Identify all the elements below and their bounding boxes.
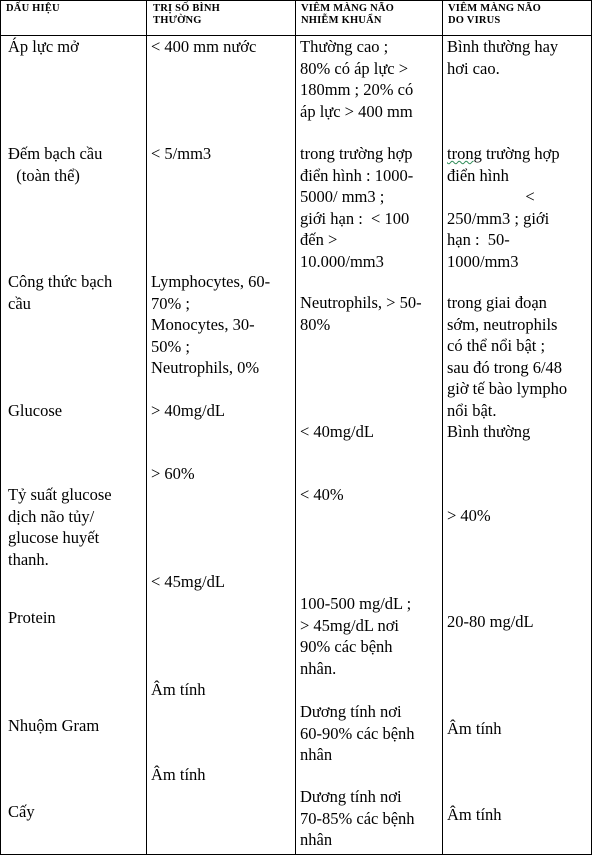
sign-wbc-differential: Công thức bạch cầu bbox=[8, 272, 113, 313]
column-divider-2 bbox=[295, 0, 296, 855]
normal-glucose: > 40mg/dL bbox=[151, 401, 225, 420]
sign-gram-stain: Nhuộm Gram bbox=[8, 716, 100, 735]
normal-wbc-differential: Lymphocytes, 60- 70% ; Monocytes, 30- 50% ; Neutrophils, 0% bbox=[151, 272, 271, 377]
bacterial-glucose-ratio: < 40% bbox=[300, 485, 344, 504]
viral-gram-stain: Âm tính bbox=[447, 719, 502, 738]
header-sign: DẤU HIỆU bbox=[6, 3, 60, 14]
normal-glucose-ratio: > 60% bbox=[151, 464, 195, 483]
bacterial-culture: Dương tính nơi 70-85% các bệnh nhân bbox=[300, 787, 415, 849]
sign-glucose: Glucose bbox=[8, 401, 63, 420]
normal-culture: Âm tính bbox=[151, 765, 206, 784]
header-bacterial: VIÊM MÀNG NÃO NHIỄM KHUẨN bbox=[301, 3, 395, 26]
viral-wbc-differential: trong giai đoạn sớm, neutrophils có thể nổi bật ; sau đó trong 6/48 giờ tế bào lympho nổi bật. bbox=[447, 293, 568, 420]
bacterial-wbc-differential: Neutrophils, > 50- 80% bbox=[300, 293, 422, 334]
sign-opening-pressure: Áp lực mở bbox=[8, 37, 79, 56]
normal-protein: < 45mg/dL bbox=[151, 572, 225, 591]
bacterial-glucose: < 40mg/dL bbox=[300, 422, 374, 441]
header-viral: VIÊM MÀNG NÃO DO VIRUS bbox=[448, 3, 542, 26]
viral-wbc-count-rest: trường hợp điển hình < 250/mm3 ; giới hạn : 50- 1000/mm3 bbox=[447, 144, 560, 271]
viral-glucose-ratio: > 40% bbox=[447, 506, 491, 525]
normal-gram-stain: Âm tính bbox=[151, 680, 206, 699]
viral-wbc-count bbox=[447, 143, 560, 272]
bacterial-opening-pressure: Thường cao ; 80% có áp lực > 180mm ; 20% có áp lực > 400 mm bbox=[300, 37, 414, 121]
sign-culture: Cấy bbox=[8, 802, 35, 821]
viral-wbc-count-first-word: trong bbox=[447, 144, 482, 163]
sign-glucose-ratio: Tỷ suất glucose dịch não tủy/ glucose huyết thanh. bbox=[8, 485, 112, 569]
sign-protein: Protein bbox=[8, 608, 56, 627]
header-normal: TRỊ SỐ BÌNH THƯỜNG bbox=[153, 3, 220, 26]
bacterial-gram-stain: Dương tính nơi 60-90% các bệnh nhân bbox=[300, 702, 415, 764]
table-border-top bbox=[0, 0, 592, 1]
viral-culture: Âm tính bbox=[447, 805, 502, 824]
table-border-left bbox=[0, 0, 1, 855]
viral-opening-pressure: Bình thường hay hơi cao. bbox=[447, 37, 559, 78]
normal-opening-pressure: < 400 mm nước bbox=[151, 37, 257, 56]
column-divider-1 bbox=[146, 0, 147, 855]
viral-protein: 20-80 mg/dL bbox=[447, 612, 534, 631]
normal-wbc-count: < 5/mm3 bbox=[151, 144, 212, 163]
viral-glucose: Bình thường bbox=[447, 422, 531, 441]
bacterial-protein: 100-500 mg/dL ; > 45mg/dL nơi 90% các bệnh nhân. bbox=[300, 594, 412, 678]
column-divider-3 bbox=[442, 0, 443, 855]
bacterial-wbc-count: trong trường hợp điển hình : 1000- 5000/ mm3 ; giới hạn : < 100 đến > 10.000/mm3 bbox=[300, 144, 414, 271]
sign-wbc-count: Đếm bạch cầu (toàn thể) bbox=[8, 144, 103, 185]
